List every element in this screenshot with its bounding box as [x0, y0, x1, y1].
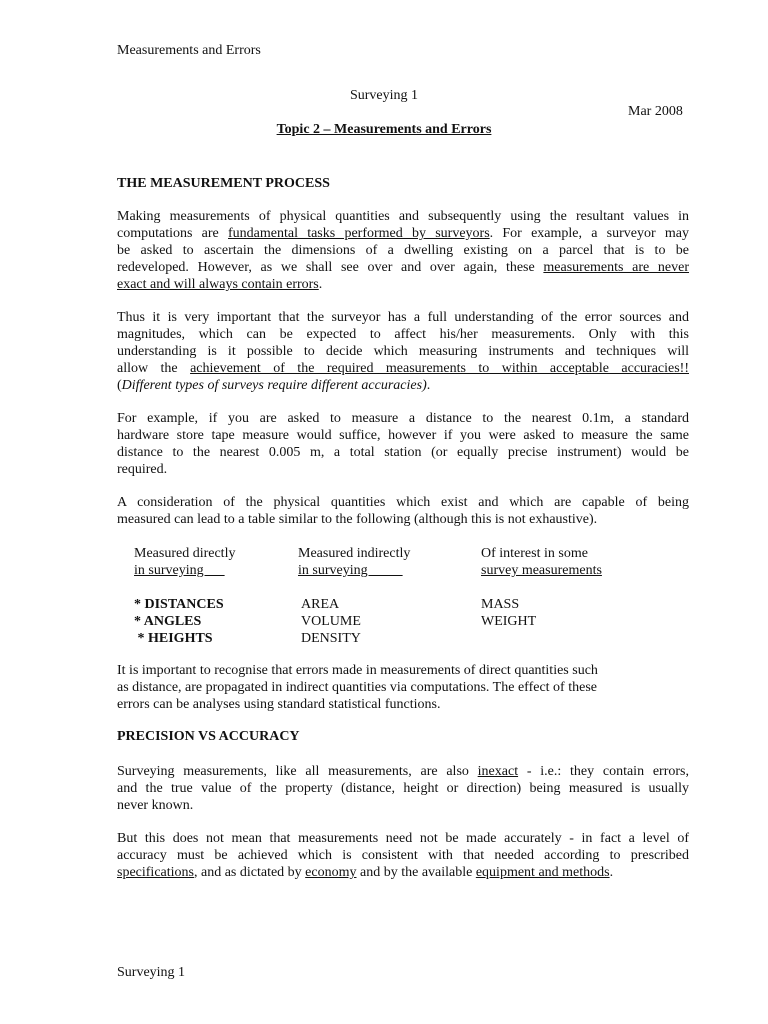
table-item: WEIGHT — [481, 614, 537, 629]
running-header: Measurements and Errors — [117, 43, 261, 58]
table-item: AREA — [301, 597, 340, 612]
running-footer: Surveying 1 — [117, 965, 186, 980]
table-column-direct — [134, 545, 235, 647]
section-heading-measurement-process: THE MEASUREMENT PROCESS — [117, 176, 330, 191]
underlined-phrase: inexact — [477, 764, 519, 779]
paragraph-error-propagation: It is important to recognise that errors made in measurements of direct quantities such as distance, are propagated in indirect quantities via computations. The effect of these errors can be analyses using standard statistical functions. — [117, 663, 598, 712]
topic-title: Topic 2 – Measurements and Errors — [276, 122, 492, 137]
underlined-phrase: exact and will always contain errors — [117, 277, 319, 292]
course-subject: Surveying 1 — [349, 88, 419, 103]
column-header-underlined: in surveying — [134, 563, 225, 578]
table-item: MASS — [481, 597, 520, 612]
paragraph-error-understanding: Thus it is very important that the surveyor has a full understanding of the error sources and magnitudes, which can be expected to affect his/her measurements. Only with this understanding is it possible to decide which measuring instruments and techniques will allow the achievement of the required measurements to within acceptable accuracies!! (Different types of surveys require different accuracies). — [117, 310, 689, 393]
table-item: * DISTANCES — [134, 597, 224, 612]
table-item: * ANGLES — [134, 614, 202, 629]
column-header: Measured indirectly — [298, 546, 411, 561]
underlined-phrase: equipment and methods — [475, 865, 610, 880]
paragraph-example-tolerance: For example, if you are asked to measure a distance to the nearest 0.1m, a standard hardware store tape measure would suffice, however if you were asked to measure the same distance to the nearest 0.005 m, a total station (or equally precise instrument) would be required. — [117, 411, 689, 477]
paragraph-inexact: Surveying measurements, like all measurements, are also inexact - i.e.: they contain errors, and the true value of the property (distance, height or direction) being measured is usually never known. — [117, 764, 689, 813]
paragraph-table-intro: A consideration of the physical quantities which exist and which are capable of being measured can lead to a table similar to the following (although this is not exhaustive). — [117, 495, 689, 527]
paragraph-intro: Making measurements of physical quantities and subsequently using the resultant values in computations are fundamental tasks performed by surveyors. For example, a surveyor may be asked to ascertain the dimensions of a dwelling existing on a parcel that is to be redeveloped. However, as we shall see over and over again, these measurements are never exact and will always contain errors. — [117, 209, 689, 292]
column-header-underlined: in surveying — [298, 563, 403, 578]
table-column-indirect — [298, 545, 410, 647]
underlined-phrase: measurements are never — [543, 260, 689, 275]
table-item: VOLUME — [301, 614, 361, 629]
underlined-phrase: achievement of the required measurements to within acceptable accuracies!! — [190, 361, 689, 376]
underlined-phrase: economy — [305, 865, 357, 880]
underlined-phrase: fundamental tasks performed by surveyors — [228, 226, 490, 241]
table-column-of-interest — [481, 545, 602, 630]
underlined-phrase: specifications — [117, 865, 194, 880]
column-header: Measured directly — [134, 546, 236, 561]
document-date: Mar 2008 — [628, 104, 683, 119]
column-header-underlined: survey measurements — [481, 563, 602, 578]
section-heading-precision-accuracy: PRECISION VS ACCURACY — [117, 729, 300, 744]
column-header: Of interest in some — [481, 546, 588, 561]
table-item: DENSITY — [301, 631, 361, 646]
paragraph-accuracy-requirements: But this does not mean that measurements need not be made accurately - in fact a level of accuracy must be achieved which is consistent with that needed according to prescribed specifications, and as dictated by economy and by the available equipment and methods. — [117, 831, 689, 880]
italic-phrase: Different types of surveys require different accuracies) — [121, 378, 427, 393]
table-item: * HEIGHTS — [134, 631, 213, 646]
